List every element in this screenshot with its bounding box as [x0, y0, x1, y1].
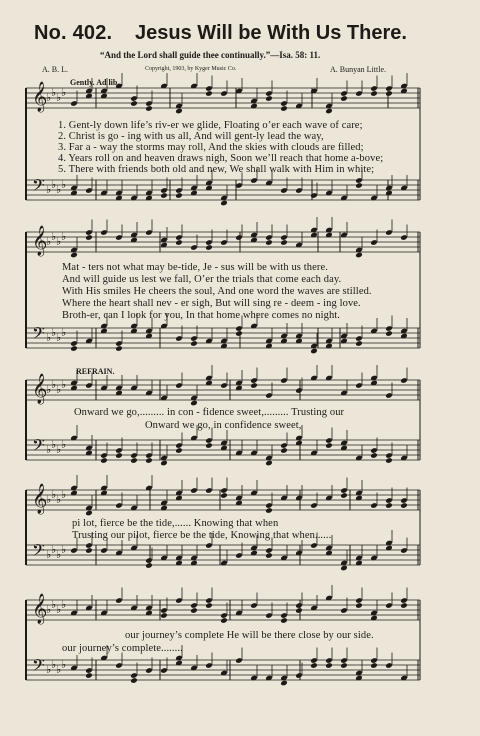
note-head [355, 340, 363, 347]
note-head [280, 105, 288, 112]
note-head [340, 95, 348, 102]
note-head [115, 452, 123, 459]
bass-clef: 𝄢 [32, 435, 45, 459]
flat-sign: ♭ [61, 178, 67, 191]
note-head [205, 442, 213, 449]
bass-clef: 𝄢 [32, 540, 45, 564]
note-head [325, 442, 333, 449]
note-head [145, 562, 153, 569]
flat-sign: ♭ [46, 548, 52, 561]
note-head [370, 90, 378, 97]
note-head [175, 239, 183, 246]
refrain-line: our journey’s complete He will be there close by our side. [125, 630, 374, 641]
bass-clef: 𝄢 [32, 175, 45, 199]
note-head [340, 662, 348, 669]
note-head [175, 192, 183, 199]
note-head [85, 234, 93, 241]
flat-sign: ♭ [51, 598, 57, 611]
verse-line: 4. Years roll on and heaven draws nigh, Soon we’ll reach that home a-bove; [58, 153, 384, 164]
note-head [70, 252, 78, 259]
verse-line: And will guide us lest we fall, O’er the trials that come each day. [62, 274, 342, 285]
flat-sign: ♭ [51, 326, 57, 339]
note-head [130, 677, 138, 684]
flat-sign: ♭ [46, 493, 52, 506]
note-head [355, 252, 363, 259]
note-head [220, 200, 228, 207]
note-head [115, 345, 123, 352]
flat-sign: ♭ [61, 543, 67, 556]
lyricist-initials: A. B. L. [42, 65, 68, 74]
note-head [250, 382, 258, 389]
flat-sign: ♭ [46, 91, 52, 104]
note-head [265, 552, 273, 559]
flat-sign: ♭ [56, 331, 62, 344]
note-head [385, 330, 393, 337]
refrain-line: our journey’s complete........ [62, 643, 183, 654]
verse-line: Broth-er, can I look for you, In that home where comes no night. [62, 310, 341, 321]
treble-clef: 𝄞 [32, 484, 48, 514]
note-head [160, 612, 168, 619]
note-head [85, 672, 93, 679]
flat-sign: ♭ [56, 603, 62, 616]
flat-sign: ♭ [61, 230, 67, 243]
note-head [400, 502, 408, 509]
flat-sign: ♭ [46, 183, 52, 196]
flat-sign: ♭ [46, 443, 52, 456]
note-head [340, 565, 348, 572]
note-head [220, 492, 228, 499]
note-head [265, 507, 273, 514]
note-head [70, 345, 78, 352]
flat-sign: ♭ [51, 178, 57, 191]
note-head [130, 100, 138, 107]
note-head [145, 105, 153, 112]
refrain-line: Trusting our pilot, fierce be the tide, Knowing that when...... [72, 530, 332, 541]
flat-sign: ♭ [46, 331, 52, 344]
composer-name: A. Bunyan Little. [330, 65, 386, 74]
note-head [175, 447, 183, 454]
note-head [265, 95, 273, 102]
note-head [130, 457, 138, 464]
note-head [265, 460, 273, 467]
flat-sign: ♭ [56, 663, 62, 676]
flat-sign: ♭ [56, 493, 62, 506]
note-head [220, 617, 228, 624]
flat-sign: ♭ [61, 326, 67, 339]
verse-line: 5. There with friends both old and new, We shall walk with Him in white; [58, 164, 375, 175]
hymn-number: No. 402. [34, 22, 113, 44]
note-head [235, 330, 243, 337]
note-head [325, 662, 333, 669]
note-head [355, 182, 363, 189]
hymn-title: Jesus Will be With Us There. [135, 22, 407, 44]
verse-line: Where the heart shall nev - er sigh, But will sing re - deem - ing love. [62, 298, 361, 309]
refrain-line: Onward we go, in confidence sweet, [145, 420, 302, 431]
note-head [310, 348, 318, 355]
flat-sign: ♭ [61, 438, 67, 451]
note-head [280, 680, 288, 687]
flat-sign: ♭ [56, 548, 62, 561]
flat-sign: ♭ [51, 86, 57, 99]
note-head [175, 108, 183, 115]
flat-sign: ♭ [51, 378, 57, 391]
flat-sign: ♭ [56, 91, 62, 104]
note-head [85, 547, 93, 554]
verse-line: With His smiles He cheers the soul, And one word the waves are stilled. [62, 286, 372, 297]
flat-sign: ♭ [51, 230, 57, 243]
refrain-line: Onward we go,......... in con - fidence sweet,......... Trusting our [74, 407, 345, 418]
flat-sign: ♭ [51, 543, 57, 556]
note-head [85, 510, 93, 517]
verse-line: 1. Gent-ly down life’s riv-er we glide, Floating o’er each wave of care; [58, 120, 363, 131]
flat-sign: ♭ [51, 488, 57, 501]
flat-sign: ♭ [46, 383, 52, 396]
scripture-reference: “And the Lord shall guide thee continually.”—Isa. 58: 11. [100, 50, 321, 60]
flat-sign: ♭ [56, 383, 62, 396]
verse-line: 3. Far a - way the storms may roll, And the skies with clouds are filled; [58, 142, 364, 153]
flat-sign: ♭ [56, 183, 62, 196]
treble-clef: 𝄞 [32, 594, 48, 624]
verse-line: 2. Christ is go - ing with us all, And will gent-ly lead the way, [58, 131, 324, 142]
flat-sign: ♭ [61, 598, 67, 611]
note-head [340, 492, 348, 499]
note-head [400, 602, 408, 609]
flat-sign: ♭ [61, 378, 67, 391]
note-head [205, 90, 213, 97]
flat-sign: ♭ [56, 443, 62, 456]
note-head [145, 457, 153, 464]
note-head [205, 602, 213, 609]
bass-clef: 𝄢 [32, 655, 45, 679]
verse-line: Mat - ters not what may be-tide, Je - sus will be with us there. [62, 262, 328, 273]
flat-sign: ♭ [46, 603, 52, 616]
note-head [385, 90, 393, 97]
treble-clef: 𝄞 [32, 82, 48, 112]
note-head [205, 244, 213, 251]
note-head [280, 447, 288, 454]
treble-clef: 𝄞 [32, 226, 48, 256]
note-head [295, 607, 303, 614]
flat-sign: ♭ [46, 235, 52, 248]
flat-sign: ♭ [61, 488, 67, 501]
flat-sign: ♭ [51, 658, 57, 671]
flat-sign: ♭ [51, 438, 57, 451]
tempo-marking: Gently. Ad lib. [70, 78, 120, 87]
refrain-marking: REFRAIN. [76, 367, 115, 376]
refrain-line: pi lot, fierce be the tide,...... Knowing that when [72, 518, 279, 529]
note-head [160, 192, 168, 199]
note-head [265, 239, 273, 246]
note-head [385, 502, 393, 509]
note-head [190, 607, 198, 614]
note-head [310, 662, 318, 669]
flat-sign: ♭ [61, 86, 67, 99]
flat-sign: ♭ [56, 235, 62, 248]
treble-clef: 𝄞 [32, 374, 48, 404]
note-head [190, 400, 198, 407]
note-head [370, 452, 378, 459]
note-head [385, 457, 393, 464]
copyright-notice: Copyright, 1903, by Kyger Music Co. [145, 66, 237, 72]
note-head [325, 108, 333, 115]
note-head [280, 239, 288, 246]
note-head [160, 460, 168, 467]
note-head [190, 340, 198, 347]
note-head [280, 617, 288, 624]
note-head [100, 457, 108, 464]
note-head [355, 602, 363, 609]
note-head [370, 662, 378, 669]
flat-sign: ♭ [46, 663, 52, 676]
bass-clef: 𝄢 [32, 323, 45, 347]
flat-sign: ♭ [61, 658, 67, 671]
